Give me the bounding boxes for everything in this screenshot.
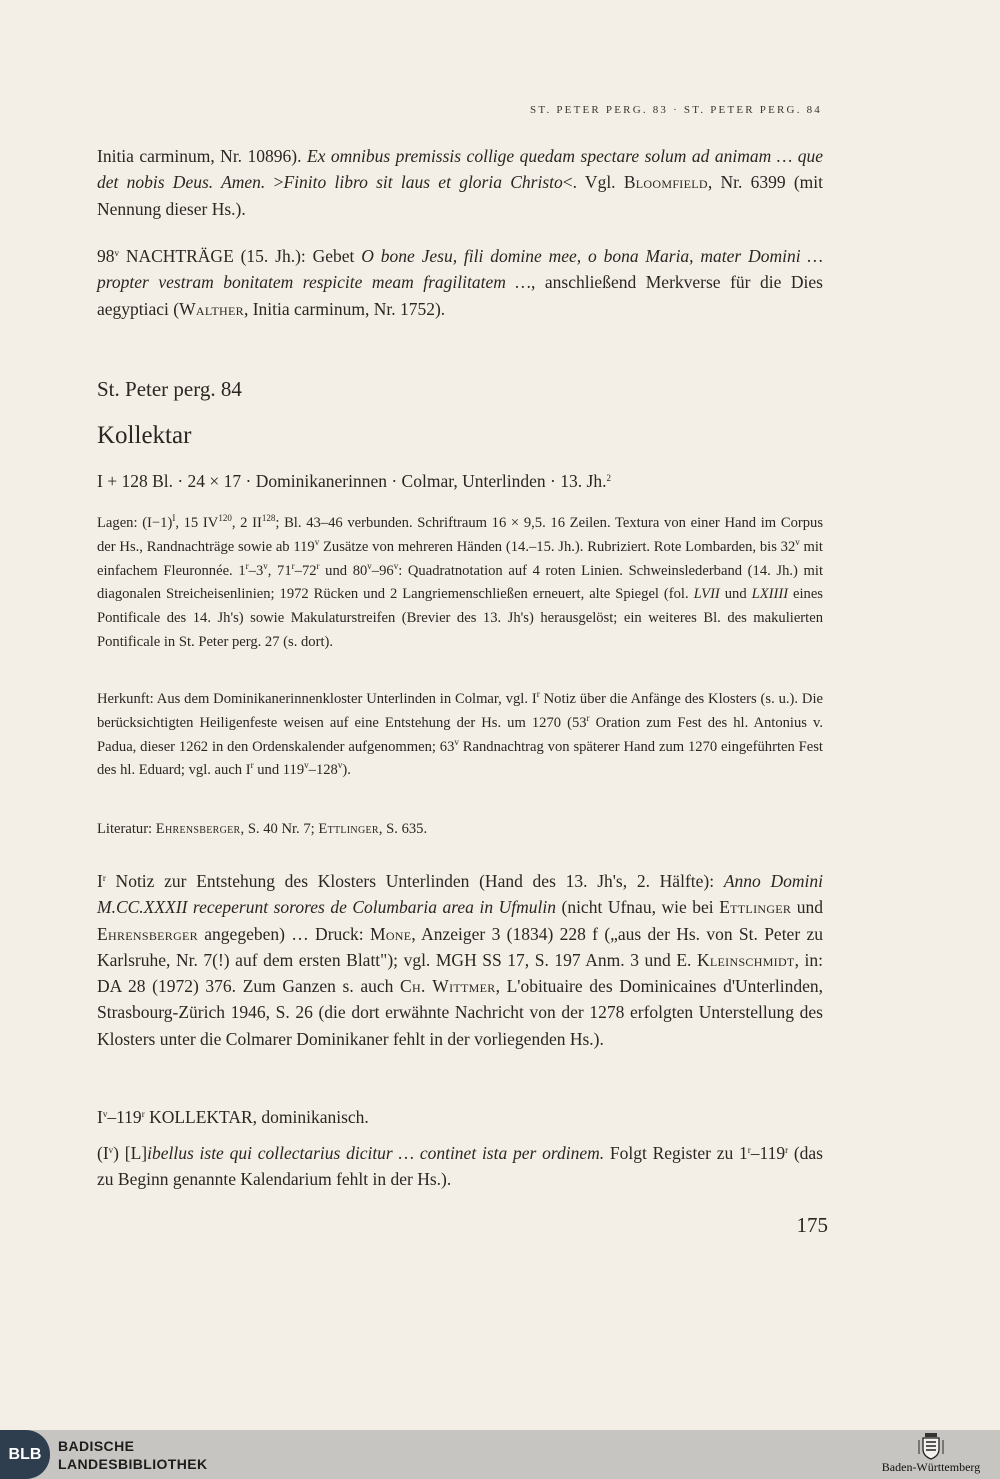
blb-logo[interactable]: BLB xyxy=(0,1430,50,1479)
library-name[interactable] xyxy=(58,1437,208,1473)
manuscript-signature: St. Peter perg. 84 xyxy=(97,377,242,401)
paragraph-nachtraege: 98$^v$ NACHTRÄGE (15. Jh.): Gebet O bone Jesu, fili domine mee, o bona Maria, mater Domini … propter vestram bonitatem respicite meam fragilitatem …, anschließend Merkverse für die Dies aegyptiaci (Walther, Initia carminum, Nr. 1752). xyxy=(97,246,823,319)
paragraph-initia: Initia carminum, Nr. 10896). Ex omnibus premissis collige quedam spectare solum ad animam … que det nobis Deus. Amen. >Finito libro sit laus et gloria Christo<. Vgl. Bloomfield, Nr. 6399 (mit Nennung dieser Hs.). xyxy=(97,146,823,219)
paragraph-herkunft: Herkunft: Aus dem Dominikanerinnenkloster Unterlinden in Colmar, vgl. $I^r$ Notiz über die Anfänge des Klosters (s. u.). Die berücksichtigten Heiligenfeste weisen auf eine Entstehung der Hs. um 1270 (53$^r$ Oration zum Fest des hl. Antonius v. Padua, dieser 1262 in den Ordenskalender aufgenommen; 63$^v$ Randnachtrag von späterer Hand zum 1270 eingeführten Fest des hl. Eduard; vgl. auch $I^r$ und 119$^v$–128$^v$). xyxy=(97,689,824,779)
page-number: 175 xyxy=(796,1213,828,1237)
running-head: ST. PETER PERG. 83 · ST. PETER PERG. 84 xyxy=(530,104,822,116)
state-name: Baden-Württemberg xyxy=(881,1460,981,1474)
coat-of-arms-icon xyxy=(918,1432,944,1460)
library-name-line2: LANDESBIBLIOTHEK xyxy=(58,1456,208,1472)
paragraph-lagen: Lagen: $(I-1)^I$, 15 IV$^{120}$, 2 II$^{128}$; Bl. 43–46 verbunden. Schriftraum 16 × 9,5. 16 Zeilen. Textura von einer Hand im Corpus der Hs., Randnachträge sowie ab 119$^v$ Zusätze von mehreren Händen (14.–15. Jh.). Rubriziert. Rote Lombarden, bis 32$^v$ mit einfachem Fleuronnée. 1$^r$–3$^v$, 71$^r$–72$^r$ und 80$^v$–96$^v$: Quadratnotation auf 4 roten Linien. Schweinslederband (14. Jh.) mit diagonalen Streicheisenlinien; 1972 Rücken und 2 Langriemenschließen erneuert, alte Spiegel (fol. LVII und LXIIII eines Pontificale des 14. Jh's) sowie Makulaturstreifen (Brevier des 13. Jh's) herausgelöst; ein weiteres Bl. des makulierten Pontificale in St. Peter perg. 27 (s. dort). xyxy=(97,513,824,650)
paragraph-literatur: Literatur: Ehrensberger, S. 40 Nr. 7; Ettlinger, S. 635. xyxy=(97,821,428,837)
state-logo[interactable] xyxy=(866,1432,996,1475)
manuscript-title: Kollektar xyxy=(97,422,192,449)
paragraph-libellus: $(I^v)$ [L]ibellus iste qui collectarius dicitur … continet ista per ordinem. Folgt Register zu 1$^r$–119$^r$ (das zu Beginn genannte Kalendarium fehlt in der Hs.). xyxy=(97,1143,823,1190)
footer-bar xyxy=(0,1430,1000,1479)
paragraph-notiz: $I^r$ Notiz zur Entstehung des Klosters Unterlinden (Hand des 13. Jh's, 2. Hälfte): Anno Domini M.CC.XXXII receperunt sorores de Columbaria area in Ufmulin (nicht Ufnau, wie bei Ettlinger und Ehrensberger angegeben) … Druck: Mone, Anzeiger 3 (1834) 228 f („aus der Hs. von St. Peter zu Karlsruhe, Nr. 7(!) auf dem ersten Blatt"); vgl. MGH SS 17, S. 197 Anm. 3 und E. Kleinschmidt, in: DA 28 (1972) 376. Zum Ganzen s. auch Ch. Wittmer, L'obituaire des Dominicaines d'Unterlinden, Strasbourg-Zürich 1946, S. 26 (die dort erwähnte Nachricht von der 1278 erfolgten Unterstellung des Klosters unter die Colmarer Dominikaner fehlt in der vorliegenden Hs.). xyxy=(97,871,824,1049)
kollektar-heading: $I^v-119^r$ KOLLEKTAR, dominikanisch. xyxy=(97,1107,369,1127)
library-name-line1: BADISCHE xyxy=(58,1438,135,1454)
manuscript-summary: I + 128 Bl. · 24 × 17 · Dominikanerinnen · Colmar, Unterlinden · 13. Jh.$^2$ xyxy=(97,471,611,491)
